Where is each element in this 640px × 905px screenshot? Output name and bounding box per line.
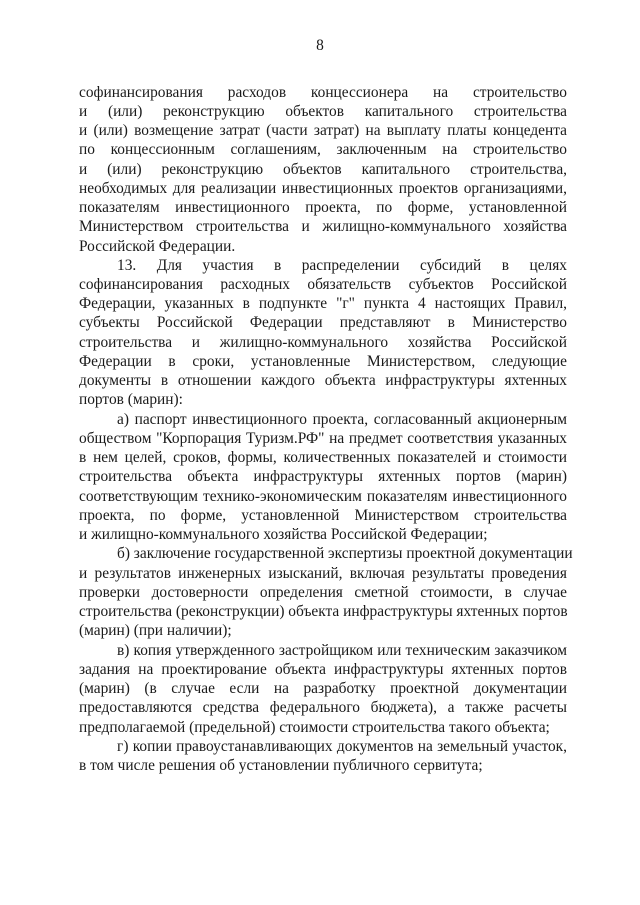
text-line: а) паспорт инвестиционного проекта, согласованный акционерным	[117, 411, 567, 428]
text-line: и (или) реконструкцию объектов капитального строительства,	[79, 161, 567, 178]
text-line: софинансирования расходов концессионера на строительство	[79, 84, 567, 101]
text-line: задания на проектирование объекта инфраструктуры яхтенных портов	[79, 661, 567, 678]
text-line: (марин) (при наличии);	[79, 622, 232, 639]
text-line: Федерации, указанных в подпункте "г" пункта 4 настоящих Правил,	[79, 295, 567, 312]
text-line: предоставляются средства федерального бюджета), а также расчеты	[79, 699, 567, 716]
text-line: проверки достоверности определения сметной стоимости, в случае	[79, 584, 567, 601]
text-line: строительства и жилищно-коммунального хозяйства Российской	[79, 334, 567, 351]
text-line: соответствующим технико-экономическим показателям инвестиционного	[79, 488, 567, 505]
text-line: и жилищно-коммунального хозяйства Российской Федерации;	[79, 526, 488, 543]
text-line: в нем целей, сроков, формы, количественных показателей и стоимости	[79, 449, 567, 466]
text-line: проекта, по форме, установленной Министерством строительства	[79, 507, 567, 524]
text-line: Российской Федерации.	[79, 238, 236, 255]
text-line: показателям инвестиционного проекта, по форме, установленной	[79, 199, 567, 216]
text-line: обществом "Корпорация Туризм.РФ" на предмет соответствия указанных	[79, 430, 567, 447]
page-number: 8	[316, 37, 324, 54]
text-line: необходимых для реализации инвестиционных проектов организациями,	[79, 180, 567, 197]
text-line: субъекты Российской Федерации представляют в Министерство	[79, 314, 567, 331]
text-line: документы в отношении каждого объекта инфраструктуры яхтенных	[79, 372, 567, 389]
text-line: предполагаемой (предельной) стоимости строительства такого объекта;	[79, 719, 550, 736]
text-line: строительства объекта инфраструктуры яхтенных портов (марин)	[79, 468, 567, 485]
text-line: 13. Для участия в распределении субсидий в целях	[117, 257, 567, 274]
text-line: портов (марин):	[79, 391, 183, 408]
text-line: Федерации в сроки, установленные Министерством, следующие	[79, 353, 567, 370]
text-line: г) копии правоустанавливающих документов на земельный участок,	[117, 738, 567, 755]
text-line: б) заключение государственной экспертизы проектной документации	[117, 545, 573, 562]
text-line: (марин) (в случае если на разработку проектной документации	[79, 680, 567, 697]
text-line: по концессионным соглашениям, заключенным на строительство	[79, 141, 567, 158]
text-line: в) копия утвержденного застройщиком или техническим заказчиком	[117, 642, 567, 659]
text-line: софинансирования расходных обязательств субъектов Российской	[79, 276, 567, 293]
text-line: строительства (реконструкции) объекта инфраструктуры яхтенных портов	[79, 603, 568, 620]
text-line: и (или) возмещение затрат (части затрат) на выплату платы концедента	[79, 122, 567, 139]
text-line: в том числе решения об установлении публичного сервитута;	[79, 757, 483, 774]
text-line: и результатов инженерных изысканий, включая результаты проведения	[79, 565, 567, 582]
text-line: Министерством строительства и жилищно-коммунального хозяйства	[79, 218, 567, 235]
text-line: и (или) реконструкцию объектов капитального строительства	[79, 103, 567, 120]
